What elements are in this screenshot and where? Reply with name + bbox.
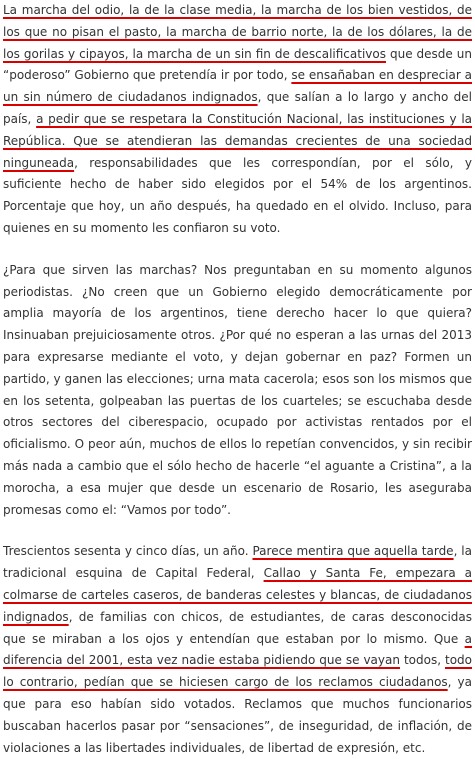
underlined-text: a diferencia del 2001, esta vez nadie estaba pidiendo que se vayan [3, 631, 472, 668]
text-span: , de familias con chicos, de estudiantes, de caras desconocidas que se miraban a los ojos y entendían que estaban por lo mismo. Que [3, 609, 472, 646]
paragraph-2 [3, 260, 472, 522]
text-span: , la tradicional esquina de Capital Federal, [3, 544, 472, 581]
text-span: Trescientos sesenta y cinco días, un año. [3, 544, 253, 559]
text-span: ¿Para que sirven las marchas? Nos preguntaban en su momento algunos periodistas. ¿No creen que un Gobierno elegido democráticamente por amplia mayoría de los argentinos, tiene derecho hacer lo que quiera? Insinuaban prejuiciosamente otros. ¿Por qué no esperan a las urnas del 2013 para expresarse mediante el voto, y dejan gobernar en paz? Formen un partido, y ganen las elecciones; urna mata cacerola; esos son los mismos que en los setenta, golpeaban las puertas de los cuarteles; se escuchaba desde otros sectores del ciberespacio, ocupado por activistas rentados por el oficialismo. O peor aún, muchos de ellos lo repetían convencidos, y sin recibir más nada a cambio que el sólo hecho de hacerle “el aguante a Cristina”, a la morocha, a esa mujer que desde un escenario de Rosario, les aseguraba promesas como el: “Vamos por todo”. [3, 262, 472, 517]
text-span: , ya que para eso habían sido votados. Reclamos que muchos funcionarios buscaban hacerlos pasar por “sensaciones”, de inseguridad, de inflación, de violaciones a las libertades individuales, de libertad de expresión, etc. [3, 675, 472, 755]
underlined-text: todo lo contrario, pedían que se hiciesen cargo de los reclamos ciudadanos [3, 653, 473, 690]
underlined-text: a pedir que se respetara la Constitución Nacional, las instituciones y la República. Que se atendieran las demandas crecientes de una sociedad ninguneada [3, 111, 473, 170]
article-body [3, 0, 472, 759]
text-span: todos, [399, 653, 445, 668]
paragraph-1 [3, 0, 472, 240]
paragraph-3 [3, 541, 472, 759]
underlined-text: Parece mentira que aquella tarde [252, 544, 454, 559]
underlined-text: La marcha del odio, la de la clase media, la marcha de los bien vestidos, de los que no pisan el pasto, la marcha de barrio norte, la de los dólares, la de los gorilas y cipayos, la marcha de un sin fin de descalificativos [3, 3, 472, 61]
text-span: , que salían a lo largo y ancho del país, [3, 90, 472, 126]
text-span: que desde un “poderoso” Gobierno que pretendía ir por todo, [3, 46, 472, 83]
underlined-text: se ensañaban en despreciar a un sin número de ciudadanos indignados [3, 68, 472, 105]
underlined-text: Callao y Santa Fe, empezara a colmarse de carteles caseros, de banderas celestes y blancas, de ciudadanos indignados [3, 566, 472, 624]
text-span: , responsabilidades que les correspondían, por el sólo, y suficiente hecho de haber sido elegidos por el 54% de los argentinos. Porcentaje que hoy, un año después, ha quedado en el olvido. Incluso, para quienes en su momento les confiaron su voto. [3, 155, 472, 235]
